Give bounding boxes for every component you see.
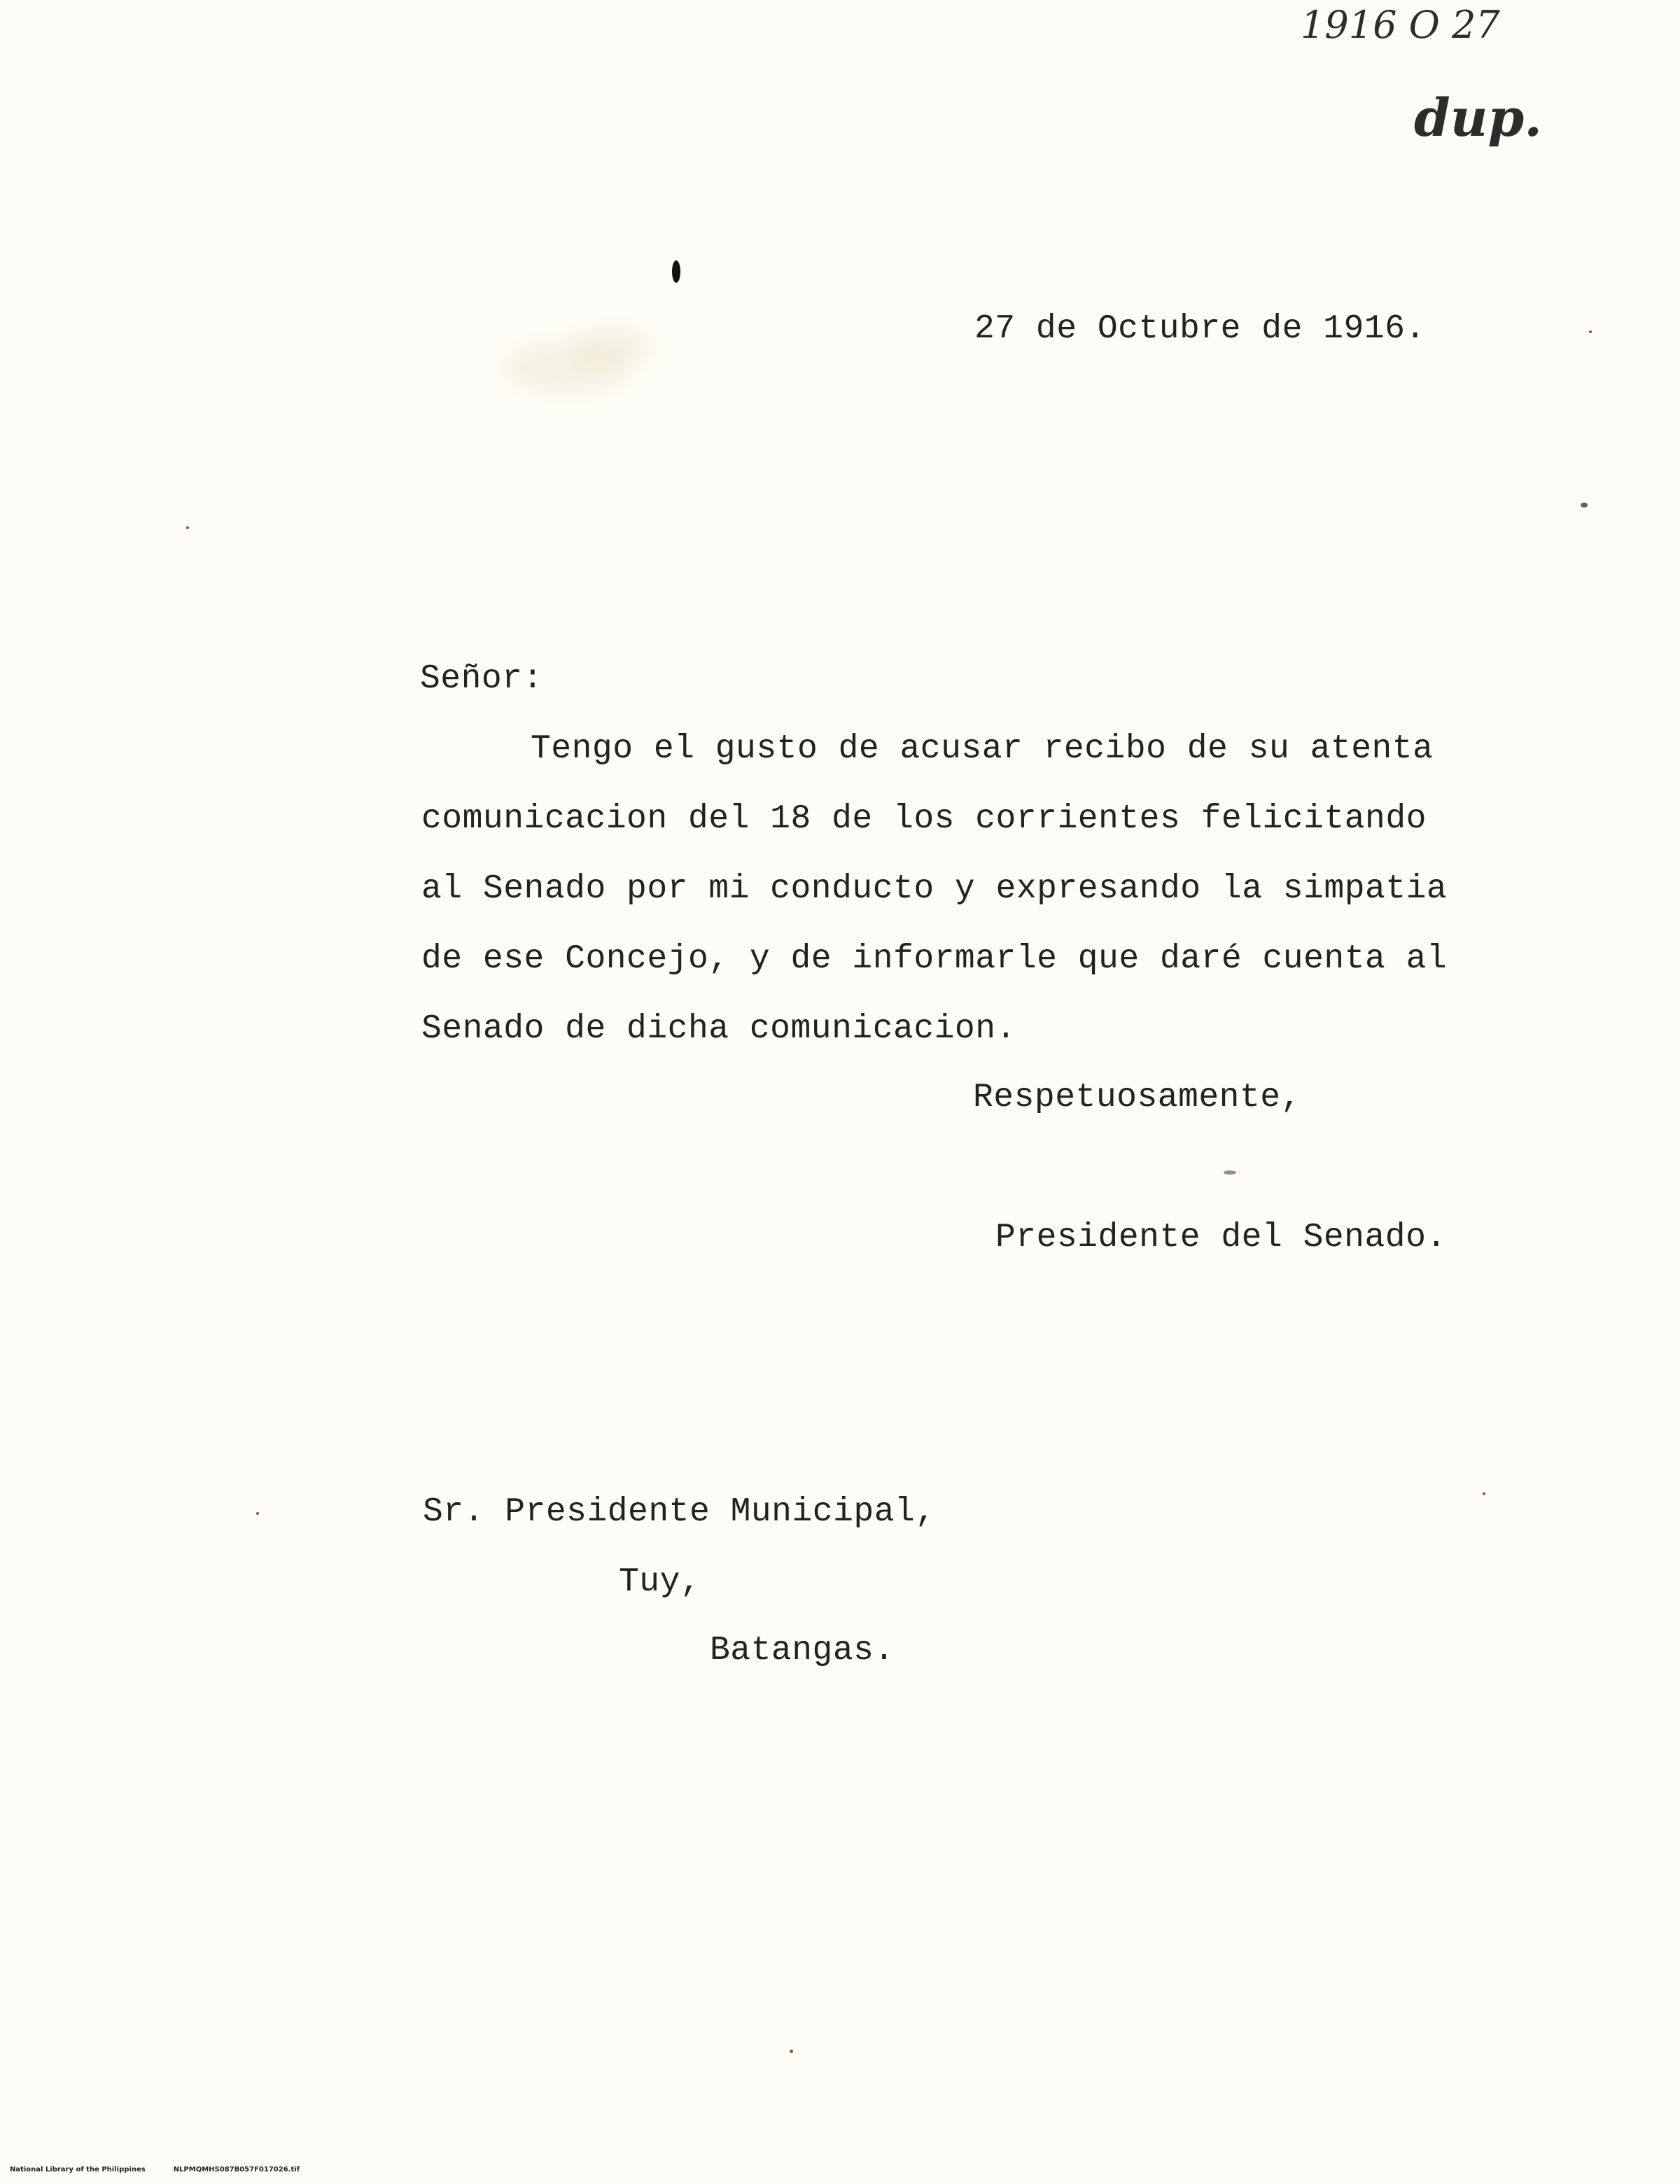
footer-library-name: National Library of the Philippines — [9, 2166, 146, 2174]
letter-body-line-1: Tengo el gusto de acusar recibo de su atenta — [531, 730, 1434, 768]
paper-stain — [574, 329, 651, 364]
ink-speck — [186, 526, 189, 529]
ink-speck — [672, 260, 680, 283]
ink-speck — [1581, 503, 1588, 507]
footer-file-id: NLPMQMHS087B057F017026.tif — [173, 2166, 300, 2174]
letter-body-line-3: al Senado por mi conducto y expresando la simpatia — [421, 870, 1448, 908]
ink-speck — [1589, 330, 1592, 333]
scan-footer — [0, 2158, 328, 2181]
ink-speck — [1224, 1170, 1236, 1175]
letter-closing: Respetuosamente, — [973, 1079, 1301, 1116]
letter-salutation: Señor: — [420, 660, 543, 698]
letter-signature-title: Presidente del Senado. — [995, 1219, 1447, 1256]
letter-body-line-2: comunicacion del 18 de los corrientes felicitando — [421, 800, 1427, 838]
letter-date: 27 de Octubre de 1916. — [974, 310, 1426, 348]
addressee-line-3: Batangas. — [710, 1632, 895, 1670]
letter-body-line-4: de ese Concejo, y de informarle que daré cuenta al — [421, 940, 1448, 978]
ink-speck — [256, 1512, 259, 1515]
ink-speck — [1483, 1492, 1485, 1495]
handwritten-date-annotation: 1916 O 27 — [1301, 3, 1500, 47]
handwritten-dup-mark: dup. — [1414, 88, 1543, 148]
letter-body-line-5: Senado de dicha comunicacion. — [421, 1010, 1016, 1048]
ink-speck — [790, 2050, 793, 2053]
addressee-line-1: Sr. Presidente Municipal, — [423, 1493, 936, 1531]
addressee-line-2: Tuy, — [619, 1563, 701, 1601]
